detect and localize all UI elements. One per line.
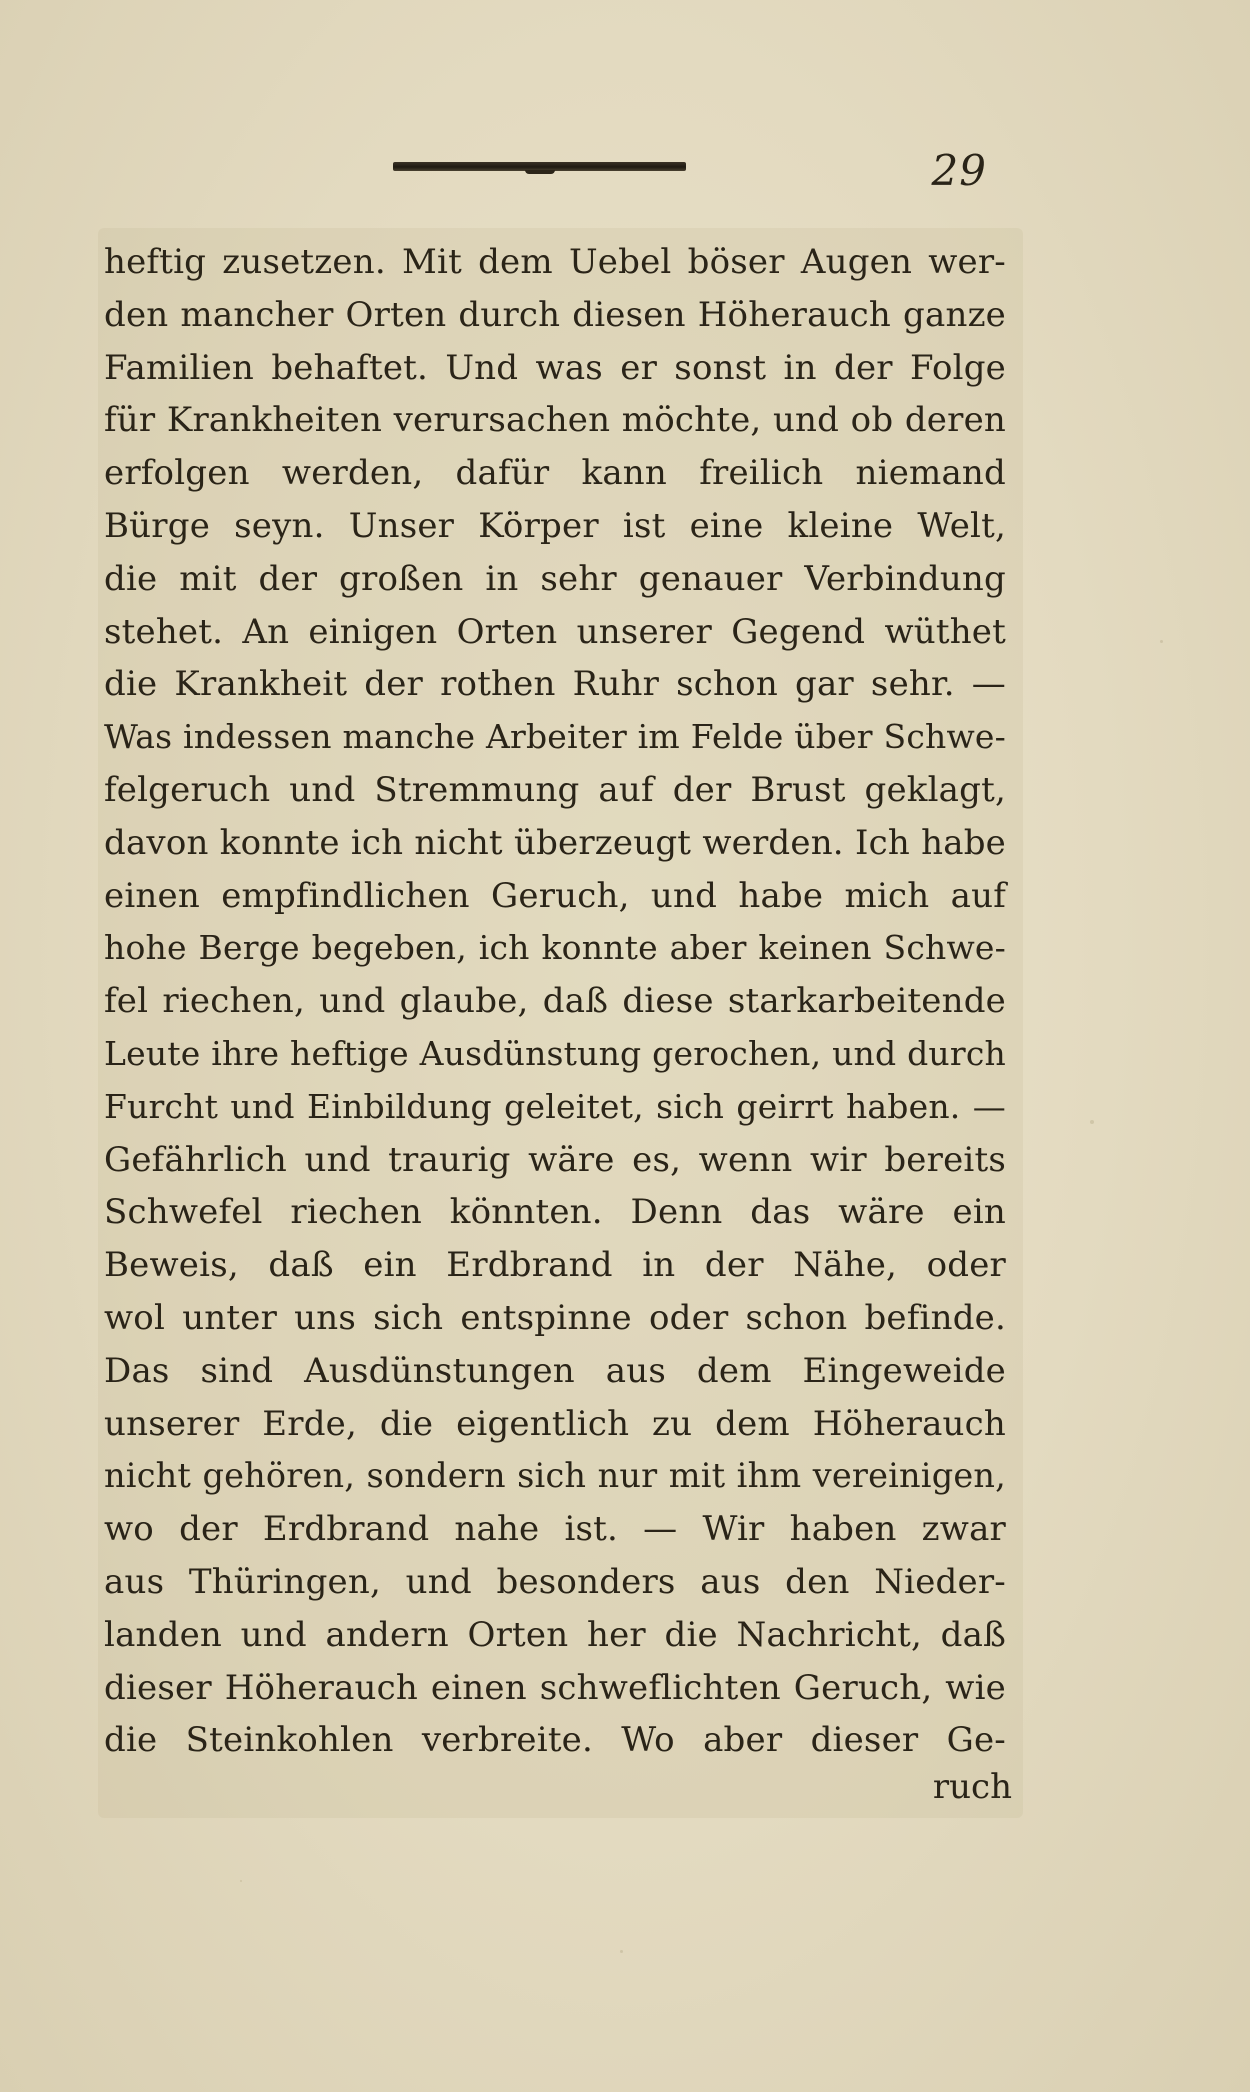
paper-speck: [1090, 1120, 1094, 1124]
catchword: ruch: [932, 1767, 1012, 1807]
header-ornamental-rule: [393, 162, 686, 171]
text-line: Das sind Ausdünstungen aus dem Eingeweide: [104, 1350, 1006, 1391]
text-line: unserer Erde, die eigentlich zu dem Höherauch: [104, 1403, 1006, 1444]
text-line: Was indessen manche Arbeiter im Felde über Schwe-: [104, 717, 1006, 757]
text-line: davon konnte ich nicht überzeugt werden. Ich habe: [104, 822, 1006, 863]
text-line: Furcht und Einbildung geleitet, sich geirrt haben. —: [104, 1086, 1006, 1126]
text-line: einen empfindlichen Geruch, und habe mich auf: [104, 875, 1006, 916]
text-line: Bürge seyn. Unser Körper ist eine kleine Welt,: [104, 505, 1006, 546]
text-line: die Steinkohlen verbreite. Wo aber dieser Ge-: [104, 1720, 1006, 1761]
page-number: 29: [931, 146, 987, 195]
text-line: Schwefel riechen könnten. Denn das wäre ein: [104, 1192, 1006, 1233]
text-line: Leute ihre heftige Ausdünstung gerochen, und durch: [104, 1033, 1006, 1073]
body-text: [104, 236, 1006, 1767]
text-line: nicht gehören, sondern sich nur mit ihm vereinigen,: [104, 1456, 1006, 1496]
text-line: stehet. An einigen Orten unserer Gegend wüthet: [104, 611, 1006, 652]
text-line: den mancher Orten durch diesen Höherauch ganze: [104, 294, 1006, 335]
text-line: erfolgen werden, dafür kann freilich niemand: [104, 453, 1006, 494]
text-line: landen und andern Orten her die Nachricht, daß: [104, 1614, 1006, 1655]
text-line: felgeruch und Stremmung auf der Brust geklagt,: [104, 769, 1006, 810]
text-line: hohe Berge begeben, ich konnte aber keinen Schwe-: [104, 928, 1006, 968]
text-line: fel riechen, und glaube, daß diese starkarbeitende: [104, 981, 1006, 1022]
text-line: heftig zusetzen. Mit dem Uebel böser Augen wer-: [104, 242, 1006, 282]
paper-speck: [240, 1880, 242, 1882]
paper-speck: [620, 1950, 623, 1953]
text-line: die mit der großen in sehr genauer Verbindung: [104, 558, 1006, 599]
text-line: die Krankheit der rothen Ruhr schon gar sehr. —: [104, 664, 1006, 705]
text-line: Beweis, daß ein Erdbrand in der Nähe, oder: [104, 1245, 1006, 1286]
text-line: für Krankheiten verursachen möchte, und ob deren: [104, 400, 1006, 441]
text-line: aus Thüringen, und besonders aus den Nieder-: [104, 1561, 1006, 1602]
text-line: dieser Höherauch einen schweflichten Geruch, wie: [104, 1667, 1006, 1708]
text-line: Familien behaftet. Und was er sonst in der Folge: [104, 347, 1006, 388]
text-line: Gefährlich und traurig wäre es, wenn wir bereits: [104, 1139, 1006, 1180]
text-line: wo der Erdbrand nahe ist. — Wir haben zwar: [104, 1509, 1006, 1550]
text-line: wol unter uns sich entspinne oder schon befinde.: [104, 1297, 1006, 1338]
paper-speck: [1160, 640, 1163, 643]
